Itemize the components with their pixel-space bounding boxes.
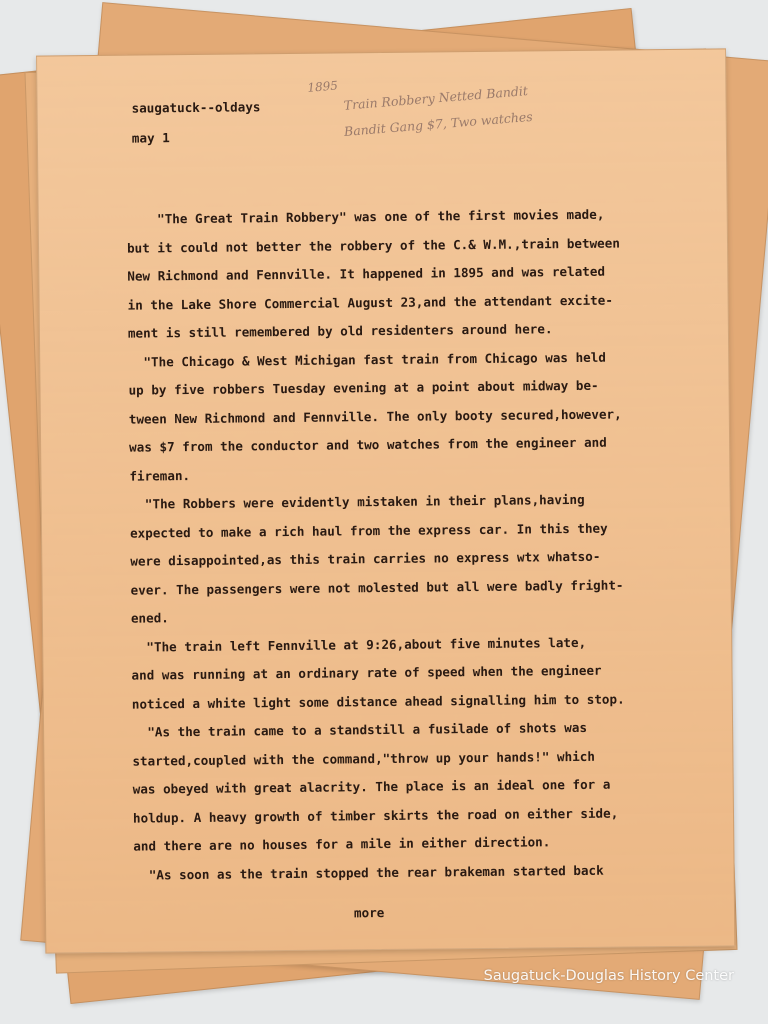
body-line: "As soon as the train stopped the rear brakeman started back xyxy=(133,862,604,883)
body-line: "The Robbers were evidently mistaken in their plans,having xyxy=(129,491,585,512)
body-line: "The train left Fennville at 9:26,about five minutes late, xyxy=(131,634,587,655)
body-line: ened. xyxy=(130,610,169,626)
body-line: was $7 from the conductor and two watches from the engineer and xyxy=(129,434,607,455)
more-footer: more xyxy=(353,905,385,921)
body-line: in the Lake Shore Commercial August 23,and the attendant excite- xyxy=(127,292,613,313)
body-line: started,coupled with the command,"throw up your hands!" which xyxy=(132,748,595,769)
body-line: "As the train came to a standstill a fusilade of shots was xyxy=(132,719,588,740)
body-line: noticed a white light some distance ahead signalling him to stop. xyxy=(131,690,625,712)
body-line: "The Chicago & West Michigan fast train from Chicago was held xyxy=(128,349,606,370)
body-line: tween New Richmond and Fennville. The only booty secured,however, xyxy=(128,406,622,427)
body-line: but it could not better the robbery of the C.& W.M.,train between xyxy=(126,235,620,256)
body-line: up by five robbers Tuesday evening at a point about midway be- xyxy=(128,377,599,398)
body-line: "The Great Train Robbery" was one of the first movies made, xyxy=(126,206,605,227)
body-line: and there are no houses for a mile in either direction. xyxy=(133,834,551,854)
body-line: New Richmond and Fennville. It happened in 1895 and was related xyxy=(127,263,606,284)
body-line: holdup. A heavy growth of timber skirts the road on either side, xyxy=(132,805,619,826)
handwritten-note-line1: Train Robbery Netted Bandit xyxy=(343,83,529,113)
header-slug: saugatuck--oldays xyxy=(131,99,261,116)
body-line: ever. The passengers were not molested but all were badly fright- xyxy=(130,576,624,598)
body-line: expected to make a rich haul from the express car. In this they xyxy=(129,520,608,541)
header-date: may 1 xyxy=(131,130,170,146)
body-line: ment is still remembered by old residenters around here. xyxy=(127,321,553,341)
handwritten-note-line2: Bandit Gang $7, Two watches xyxy=(343,108,534,139)
body-line: was obeyed with great alacrity. The place is an ideal one for a xyxy=(132,776,611,797)
watermark: Saugatuck-Douglas History Center xyxy=(483,968,734,984)
body-line: were disappointed,as this train carries no express wtx whatso- xyxy=(130,548,601,569)
body-line: and was running at an ordinary rate of speed when the engineer xyxy=(131,662,602,683)
body-text xyxy=(127,201,627,890)
body-line: fireman. xyxy=(129,467,191,484)
handwritten-year: 1895 xyxy=(306,78,339,95)
typed-page xyxy=(36,48,735,953)
